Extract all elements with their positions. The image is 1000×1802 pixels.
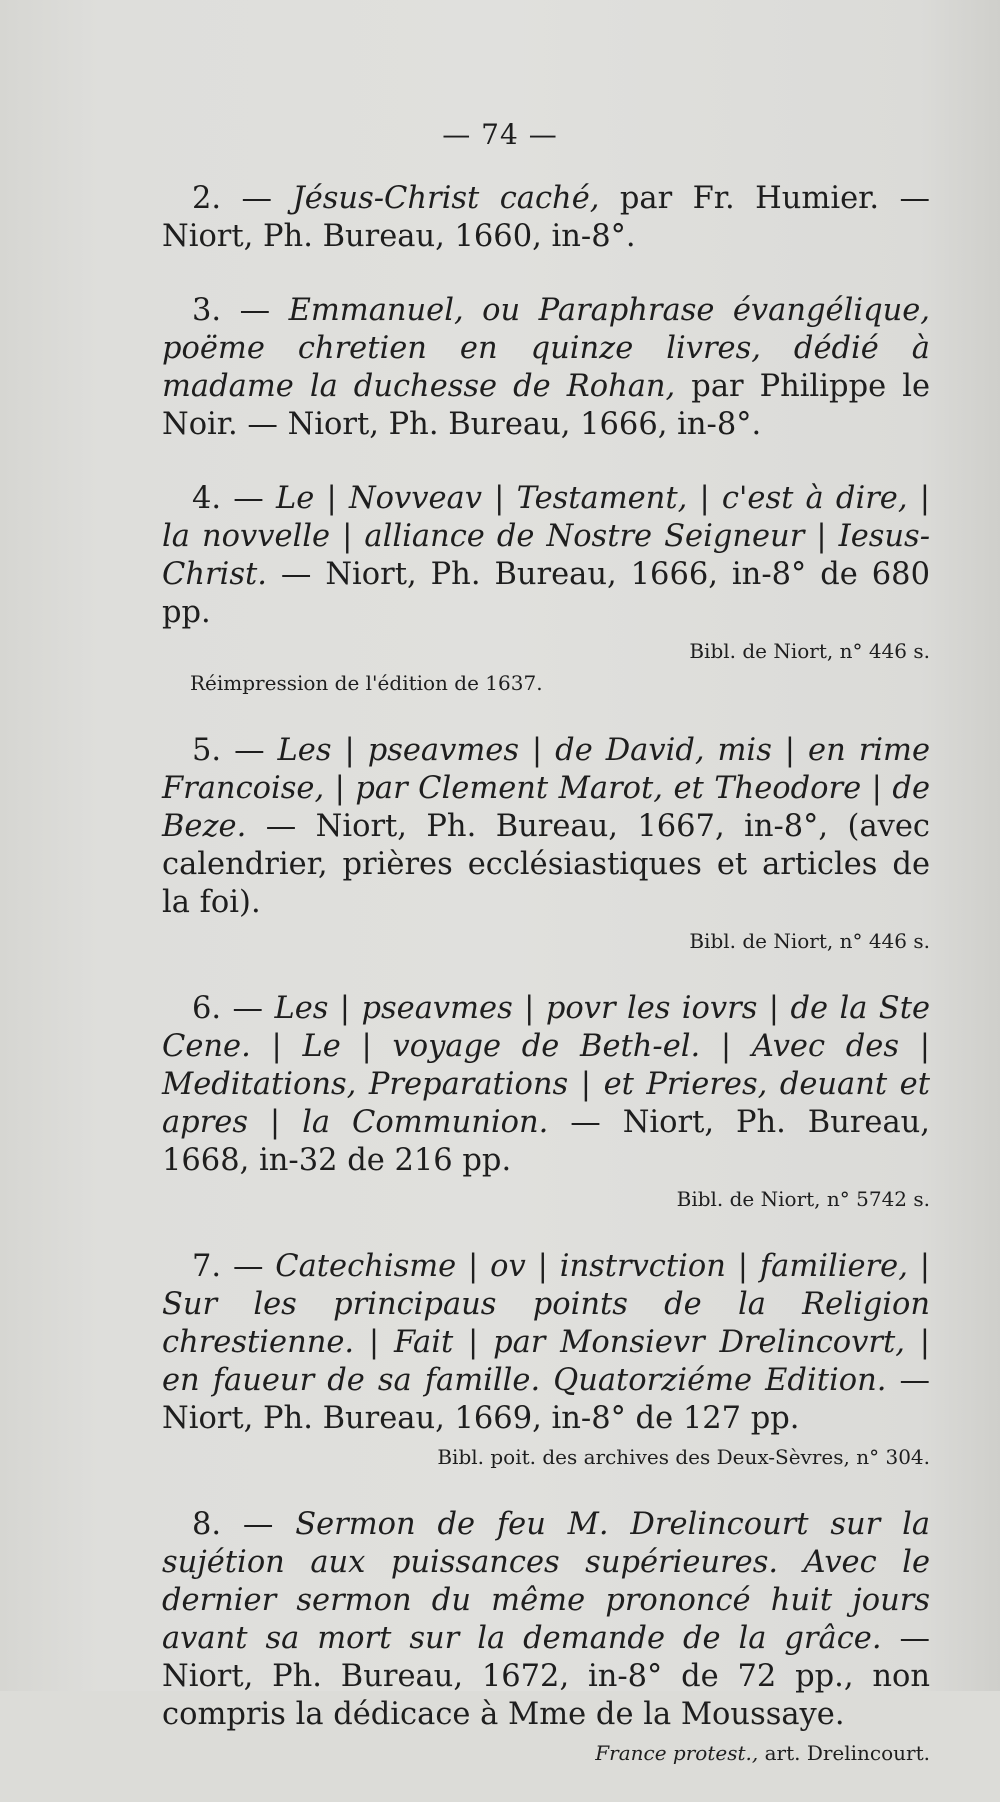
source-reference — [162, 1740, 930, 1766]
library-reference: Bibl. poit. des archives des Deux-Sèvres, n° 304. — [437, 1445, 930, 1469]
source-article: art. Drelincourt. — [764, 1741, 930, 1765]
entry-imprint: — Niort, Ph. Bureau, 1668, in-32 de 216 pp. — [162, 1105, 930, 1178]
bibliography-entry-3: 3. — Emmanuel, ou Paraphrase évangélique, poëme chretien en quinze livres, dédié à madame la duchesse de Rohan, par Philippe le Noir. — Niort, Ph. Bureau, 1666, in-8°. — [162, 293, 930, 442]
entry-title: Emmanuel, ou Paraphrase évangélique, poëme chretien en quinze livres, dédié à madame la duchesse de Rohan, — [162, 293, 930, 404]
edition-note: Réimpression de l'édition de 1637. — [190, 671, 543, 695]
entry-imprint: par Philippe le Noir. — Niort, Ph. Bureau, 1666, in-8°. — [162, 369, 930, 442]
entry-number: 4. — [192, 481, 222, 516]
entry-number: 6. — [192, 991, 222, 1026]
bibliography-entry-2: 2. — Jésus-Christ caché, par Fr. Humier. — Niort, Ph. Bureau, 1660, in-8°. — [162, 181, 930, 254]
bibliography-entry-5: 5. — Les | pseavmes | de David, mis | en rime Francoise, | par Clement Marot, et Theodore | de Beze. — Niort, Ph. Bureau, 1667, in-8°, (avec calendrier, prières ecclésiastiques et articles de la foi). Bibl. de Niort, n° 446 s. — [162, 733, 931, 953]
entry-number: 5. — [192, 733, 222, 768]
entry-imprint: par Fr. Humier. — Niort, Ph. Bureau, 1660, in-8°. — [162, 181, 930, 254]
bibliography-entry-7: 7. — Catechisme | ov | instrvction | familiere, | Sur les principaus points de la Religion chrestienne. | Fait | par Monsievr Drelincovrt, | en faueur de sa famille. Quatorziéme Edition. — Niort, Ph. Bureau, 1669, in-8° de 127 pp. Bibl. poit. des archives des Deux-Sèvres, n° 304. — [162, 1249, 930, 1469]
library-reference: Bibl. de Niort, n° 446 s. — [689, 639, 930, 663]
library-reference: Bibl. de Niort, n° 5742 s. — [676, 1187, 930, 1211]
entry-title: Catechisme | ov | instrvction | familiere, | Sur les principaus points de la Religion chrestienne. | Fait | par Monsievr Drelincovrt, | en faueur de sa famille. Quatorziéme Edition. — [162, 1249, 930, 1398]
entry-imprint: — Niort, Ph. Bureau, 1672, in-8° de 72 pp., non compris la dédicace à Mme de la Moussaye. — [162, 1621, 930, 1732]
entry-number: 2. — [192, 181, 222, 216]
entry-title: Les | pseavmes | de David, mis | en rime Francoise, | par Clement Marot, et Theodore | de Beze. — [162, 733, 931, 844]
entry-title: Le | Novveav | Testament, | c'est à dire, | la novvelle | alliance de Nostre Seigneur | Iesus-Christ. — [162, 481, 930, 592]
entry-number: 7. — [192, 1249, 222, 1284]
bibliography-entry-6: 6. — Les | pseavmes | povr les iovrs | de la Ste Cene. | Le | voyage de Beth-el. | Avec des | Meditations, Preparations | et Prieres, deuant et apres | la Communion. — Niort, Ph. Bureau, 1668, in-32 de 216 pp. Bibl. de Niort, n° 5742 s. — [162, 991, 931, 1211]
entry-number: 3. — [192, 293, 222, 328]
library-reference: Bibl. de Niort, n° 446 s. — [689, 929, 930, 953]
entry-imprint: — Niort, Ph. Bureau, 1666, in-8° de 680 pp. — [162, 557, 930, 630]
bibliography-list — [162, 180, 930, 1802]
bibliography-entry-4: 4. — Le | Novveav | Testament, | c'est à dire, | la novvelle | alliance de Nostre Seigneur | Iesus-Christ. — Niort, Ph. Bureau, 1666, in-8° de 680 pp. Bibl. de Niort, n° 446 s. Réimpression de l'édition de 1637. — [162, 481, 930, 695]
entry-number: 8. — [192, 1507, 222, 1542]
entry-imprint: — Niort, Ph. Bureau, 1669, in-8° de 127 pp. — [162, 1363, 930, 1436]
entry-title: Les | pseavmes | povr les iovrs | de la Ste Cene. | Le | voyage de Beth-el. | Avec des | Meditations, Preparations | et Prieres, deuant et apres | la Communion. — [162, 991, 931, 1140]
bibliography-entry-8: 8. — Sermon de feu M. Drelincourt sur la sujétion aux puissances supérieures. Avec le dernier sermon du même prononcé huit jours avant sa mort sur la demande de la grâce. — Niort, Ph. Bureau, 1672, in-8° de 72 pp., non compris la dédicace à Mme de la Moussaye. France protest., art. Drelincourt. — [162, 1507, 931, 1765]
entry-title: Jésus-Christ caché, — [292, 181, 600, 216]
entry-imprint: — Niort, Ph. Bureau, 1667, in-8°, (avec calendrier, prières ecclésiastiques et articles de la foi). — [162, 809, 931, 920]
entry-title: Sermon de feu M. Drelincourt sur la sujétion aux puissances supérieures. Avec le dernier sermon du même prononcé huit jours avant sa mort sur la demande de la grâce. — [162, 1507, 931, 1656]
source-title: France protest., — [595, 1741, 759, 1765]
page-number: — 74 — — [442, 118, 558, 151]
